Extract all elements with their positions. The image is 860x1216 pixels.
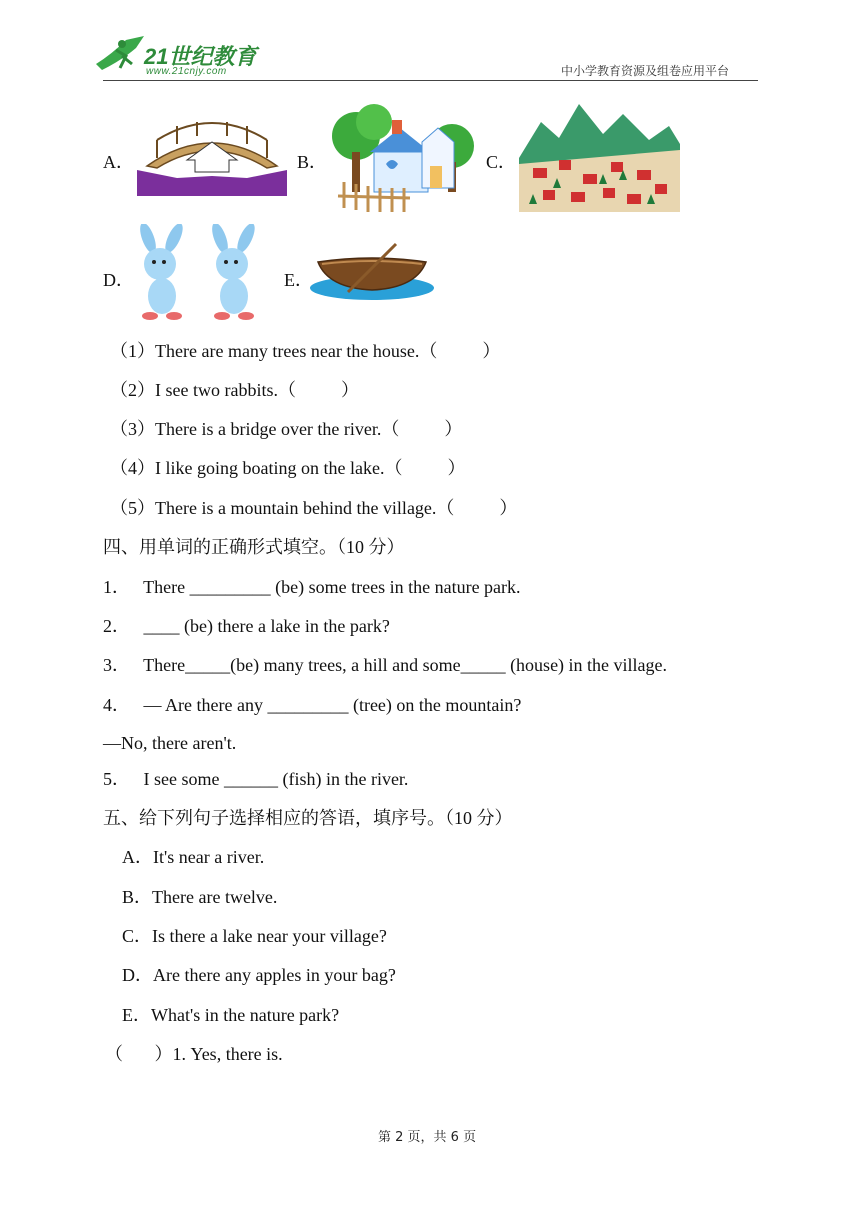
section4-item-5: 5． I see some ______ (fish) in the river. <box>103 769 409 789</box>
logo-text: 21世纪教育 <box>144 44 257 69</box>
option-b-label: B． <box>297 152 328 172</box>
match-item-3: （3）There is a bridge over the river.（ ） <box>110 419 463 439</box>
match-item-2: （2）I see two rabbits.（ ） <box>110 380 359 400</box>
runner-logo-icon <box>92 34 147 78</box>
section5-choice-d: D．Are there any apples in your bag? <box>122 965 396 985</box>
header-platform-text: 中小学教育资源及组卷应用平台 <box>561 64 730 78</box>
boat-image <box>308 240 436 304</box>
section4-title: 四、用单词的正确形式填空。（10 分） <box>103 537 405 557</box>
match-item-4: （4）I like going boating on the lake.（ ） <box>110 458 466 478</box>
section4-item-4-answer: —No, there aren't. <box>103 733 237 753</box>
page-footer: 第 2 页，共 6 页 <box>378 1130 477 1145</box>
option-a-label: A． <box>103 152 134 172</box>
village-image <box>519 104 680 212</box>
section5-choice-b: B．There are twelve. <box>122 887 278 907</box>
section4-item-1: 1． There _________ (be) some trees in the nature park. <box>103 577 521 597</box>
match-item-1: （1）There are many trees near the house.（ ） <box>110 341 501 361</box>
option-c-label: C． <box>486 152 517 172</box>
bridge-image <box>137 120 287 196</box>
section5-choice-a: A．It's near a river. <box>122 847 265 867</box>
section5-title: 五、给下列句子选择相应的答语，填序号。（10 分） <box>103 808 513 828</box>
house-image <box>330 102 478 214</box>
option-d-label: D． <box>103 270 134 290</box>
match-item-5: （5）There is a mountain behind the village.（ ） <box>110 498 518 518</box>
option-e-label: E． <box>284 270 313 290</box>
logo-url: www.21cnjy.com <box>146 66 227 77</box>
section4-item-3: 3． There_____(be) many trees, a hill and some_____ (house) in the village. <box>103 655 668 675</box>
section4-item-2: 2． ____ (be) there a lake in the park? <box>103 616 390 636</box>
rabbits-image <box>134 224 274 324</box>
header-divider <box>103 80 758 81</box>
section4-item-4: 4． — Are there any _________ (tree) on the mountain? <box>103 695 522 715</box>
section5-choice-e: E．What's in the nature park? <box>122 1005 340 1025</box>
section5-item-1: （ ）1. Yes, there is. <box>105 1044 283 1064</box>
header <box>0 0 860 90</box>
section5-choice-c: C．Is there a lake near your village? <box>122 926 387 946</box>
